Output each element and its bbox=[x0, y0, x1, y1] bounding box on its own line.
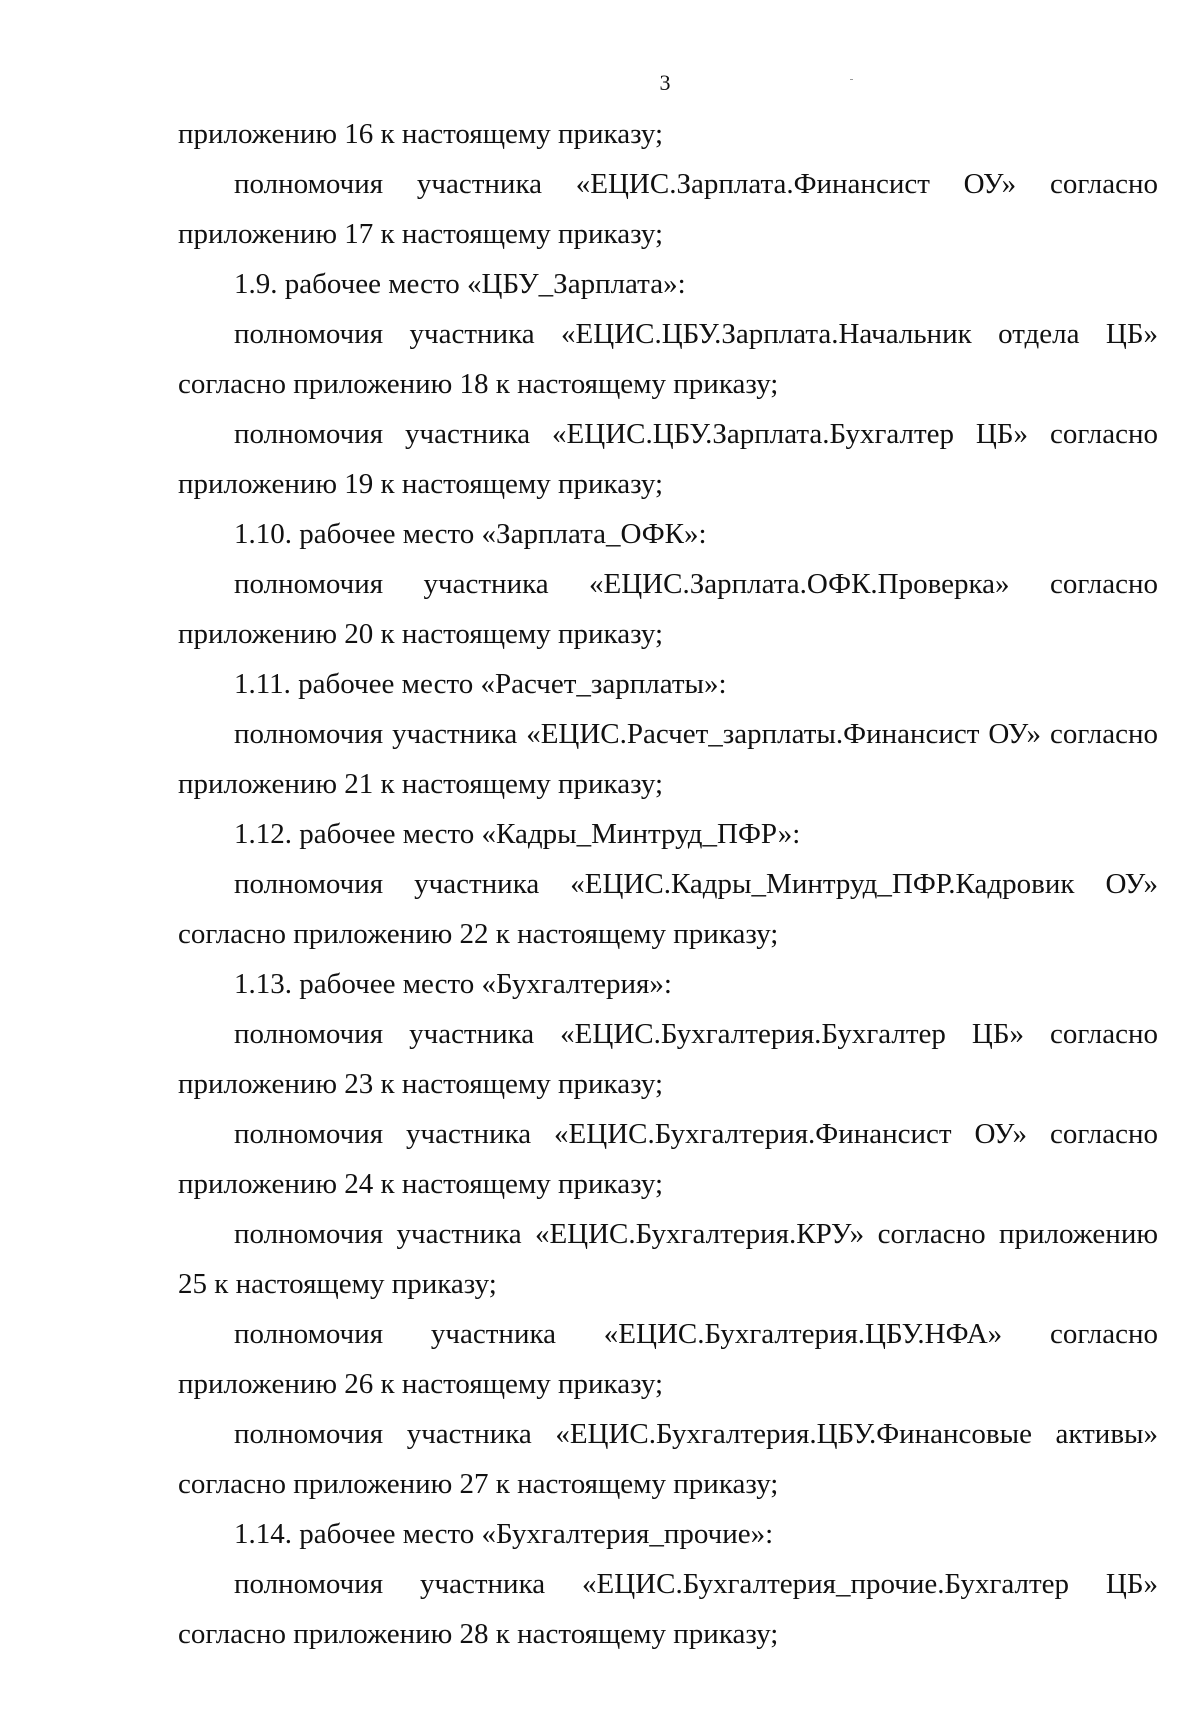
page-number: 3 bbox=[659, 70, 671, 95]
paragraph-workplace-item: 1.10. рабочее место «Зарплата_ОФК»: bbox=[234, 518, 707, 550]
paragraph-authority: полномочия участника «ЕЦИС.Зарплата.Финансист ОУ» согласно приложению 17 к настоящему приказу; bbox=[178, 168, 1158, 250]
paragraph-workplace-item: 1.9. рабочее место «ЦБУ_Зарплата»: bbox=[234, 268, 686, 300]
document-body bbox=[178, 109, 1158, 1659]
paragraph-workplace-item: 1.14. рабочее место «Бухгалтерия_прочие»: bbox=[234, 1518, 774, 1550]
paragraph-authority: полномочия участника «ЕЦИС.Бухгалтерия.ЦБУ.НФА» согласно приложению 26 к настоящему приказу; bbox=[178, 1318, 1158, 1400]
paragraph-authority: полномочия участника «ЕЦИС.Бухгалтерия.Финансист ОУ» согласно приложению 24 к настоящему приказу; bbox=[178, 1118, 1158, 1200]
paragraph-authority: полномочия участника «ЕЦИС.Бухгалтерия.КРУ» согласно приложению 25 к настоящему приказу; bbox=[178, 1218, 1158, 1300]
paragraph-authority: полномочия участника «ЕЦИС.Бухгалтерия.ЦБУ.Финансовые активы» согласно приложению 27 к настоящему приказу; bbox=[178, 1418, 1158, 1500]
paragraph-authority: полномочия участника «ЕЦИС.Зарплата.ОФК.Проверка» согласно приложению 20 к настоящему приказу; bbox=[178, 568, 1158, 650]
paragraph-workplace-item: 1.11. рабочее место «Расчет_зарплаты»: bbox=[234, 668, 727, 700]
paragraph-authority: полномочия участника «ЕЦИС.ЦБУ.Зарплата.Начальник отдела ЦБ» согласно приложению 18 к настоящему приказу; bbox=[178, 318, 1158, 400]
paragraph-authority: полномочия участника «ЕЦИС.Бухгалтерия.Бухгалтер ЦБ» согласно приложению 23 к настоящему приказу; bbox=[178, 1018, 1158, 1100]
paragraph-authority: полномочия участника «ЕЦИС.Расчет_зарплаты.Финансист ОУ» согласно приложению 21 к настоящему приказу; bbox=[178, 718, 1158, 800]
paragraph-workplace-item: 1.13. рабочее место «Бухгалтерия»: bbox=[234, 968, 672, 1000]
paragraph-workplace-item: 1.12. рабочее место «Кадры_Минтруд_ПФР»: bbox=[234, 818, 801, 850]
paragraph-authority: полномочия участника «ЕЦИС.ЦБУ.Зарплата.Бухгалтер ЦБ» согласно приложению 19 к настоящему приказу; bbox=[178, 418, 1158, 500]
paragraph-authority: полномочия участника «ЕЦИС.Бухгалтерия_прочие.Бухгалтер ЦБ» согласно приложению 28 к настоящему приказу; bbox=[178, 1568, 1158, 1650]
paragraph-authority: полномочия участника «ЕЦИС.Кадры_Минтруд_ПФР.Кадровик ОУ» согласно приложению 22 к настоящему приказу; bbox=[178, 868, 1158, 950]
paragraph-continuation: приложению 16 к настоящему приказу; bbox=[178, 118, 664, 150]
